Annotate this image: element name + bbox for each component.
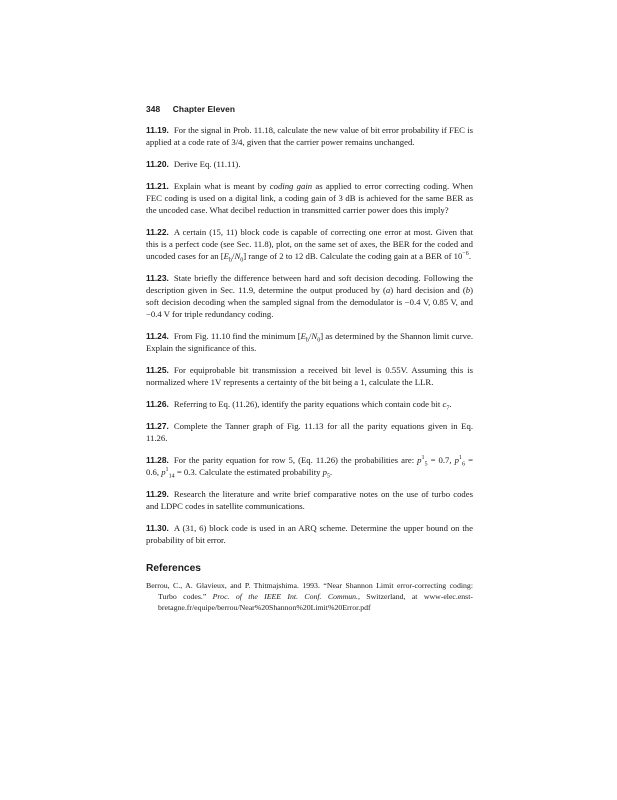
problem-number: 11.23.: [146, 273, 169, 283]
reference-text: Berrou, C., A. Glavieux, and P. Thitmajshima. 1993. “Near Shannon Limit error-correcting coding: Turbo codes.”: [146, 581, 473, 601]
math-subscript: 5: [326, 473, 331, 480]
problem-text: For the parity equation for row 5, (Eq. 11.26) the probabilities are:: [173, 455, 418, 465]
math-operator: /: [308, 331, 312, 341]
page-number: 348: [146, 104, 161, 114]
references-heading: References: [146, 563, 201, 574]
list-marker: b: [465, 285, 471, 295]
problem-number: 11.22.: [146, 227, 169, 237]
problem-text: ) hard decision and (: [390, 285, 466, 295]
math-symbol: N: [234, 251, 241, 261]
problem-text: A (31, 6) block code is used in an ARQ scheme. Determine the upper bound on the probability of bit error.: [146, 523, 473, 545]
problem-text: Research the literature and write brief comparative notes on the use of turbo codes and LDPC codes in satellite communications.: [146, 489, 473, 511]
problem-number: 11.28.: [146, 455, 169, 465]
problem-11-27: [146, 420, 473, 444]
math-superscript: 1: [421, 455, 425, 462]
math-subscript: 0: [317, 337, 321, 344]
problem-number: 11.27.: [146, 421, 169, 431]
math-superscript: 1: [165, 467, 169, 474]
problem-text: .: [330, 467, 333, 477]
reference-text: , Switzerland, at www-elec.enst-bretagne.fr/equipe/berrou/Near%20Shannon%20Limit%20Error.pdf: [158, 592, 473, 612]
problem-number: 11.25.: [146, 365, 169, 375]
math-subscript: 14: [168, 473, 175, 480]
math-symbol: c: [442, 399, 447, 409]
problem-11-20: [146, 158, 473, 170]
problem-11-22: [146, 226, 473, 262]
problem-text: Derive Eq. (11.11).: [173, 159, 241, 169]
problem-text: = 0.3. Calculate the estimated probability: [174, 467, 323, 477]
problem-11-28: [146, 454, 473, 478]
problem-11-23: [146, 272, 473, 320]
running-header: [146, 104, 235, 114]
problem-11-21: [146, 180, 473, 216]
problem-text: = 0.7,: [427, 455, 455, 465]
math-subscript: 5: [424, 461, 428, 468]
problem-number: 11.19.: [146, 125, 169, 135]
math-operator: /: [232, 251, 235, 261]
problem-text: ] range of 2 to 12 dB. Calculate the coding gain at a BER of 10: [243, 251, 463, 261]
problem-text: Referring to Eq. (11.26), identify the parity equations which contain code bit: [173, 399, 443, 409]
problem-11-26: [146, 398, 473, 410]
problem-number: 11.30.: [146, 523, 169, 533]
math-exponent: −6: [462, 251, 469, 258]
math-symbol: E: [223, 251, 229, 261]
problem-text: State briefly the difference between hard and soft decision decoding. Following the description given in Sec. 11.9, determine the output produced by (: [146, 273, 473, 295]
problem-number: 11.26.: [146, 399, 169, 409]
problem-11-29: [146, 488, 473, 512]
problem-11-25: [146, 364, 473, 388]
problems-content: [146, 124, 473, 613]
math-subscript: 7: [446, 405, 450, 412]
math-symbol: p: [161, 467, 166, 477]
problem-text: Explain what is meant by: [173, 181, 270, 191]
emphasis-term: coding gain: [269, 181, 313, 191]
math-symbol: p: [454, 455, 459, 465]
problem-text: For the signal in Prob. 11.18, calculate the new value of bit error probability if FEC is applied at a code rate of 3/4, given that the carrier power remains unchanged.: [146, 125, 473, 147]
problem-number: 11.24.: [146, 331, 169, 341]
problem-text: .: [468, 251, 471, 261]
problem-number: 11.29.: [146, 489, 169, 499]
math-subscript: b: [228, 257, 233, 264]
problem-number: 11.20.: [146, 159, 169, 169]
reference-journal: Proc. of the IEEE Int. Conf. Commun.: [212, 592, 358, 601]
chapter-title: Chapter Eleven: [172, 104, 236, 114]
problem-text: Complete the Tanner graph of Fig. 11.13 for all the parity equations given in Eq. 11.26.: [146, 421, 473, 443]
problem-text: For equiprobable bit transmission a received bit level is 0.55V. Assuming this is normalized where 1V represents a certainty of the bit being a 1, calculate the LLR.: [146, 365, 473, 387]
problem-text: From Fig. 11.10 find the minimum [: [173, 331, 301, 341]
problem-text: A certain (15, 11) block code is capable of correcting one error at most. Given that this is a perfect code (see Sec. 11.8), plot, on the same set of axes, the BER for the coded and uncoded cases for an [: [146, 227, 473, 261]
problem-11-19: [146, 124, 473, 148]
math-superscript: 1: [458, 455, 462, 462]
problem-11-30: [146, 522, 473, 546]
math-subscript: 6: [462, 461, 466, 468]
list-marker: a: [385, 285, 391, 295]
problem-text: .: [449, 399, 452, 409]
math-subscript: 0: [240, 257, 244, 264]
math-symbol: N: [311, 331, 318, 341]
reference-entry: [146, 580, 473, 613]
problem-text: ] as determined by the Shannon limit curve. Explain the significance of this.: [146, 331, 473, 353]
problem-text: = 0.6,: [146, 455, 473, 477]
problem-text: ) soft decision decoding when the sampled signal from the demodulator is −0.4 V, 0.85 V, and −0.4 V for triple redundancy coding.: [146, 285, 474, 319]
problem-text: as applied to error correcting coding. When FEC coding is used on a digital link, a coding gain of 3 dB is achieved for the same BER as the uncoded case. What decibel reduction in transmitted carrier power does this imply?: [146, 181, 473, 215]
math-symbol: p: [322, 467, 327, 477]
math-symbol: E: [300, 331, 306, 341]
problem-11-24: [146, 330, 473, 354]
math-symbol: p: [417, 455, 422, 465]
math-subscript: b: [305, 337, 309, 344]
problem-number: 11.21.: [146, 181, 169, 191]
